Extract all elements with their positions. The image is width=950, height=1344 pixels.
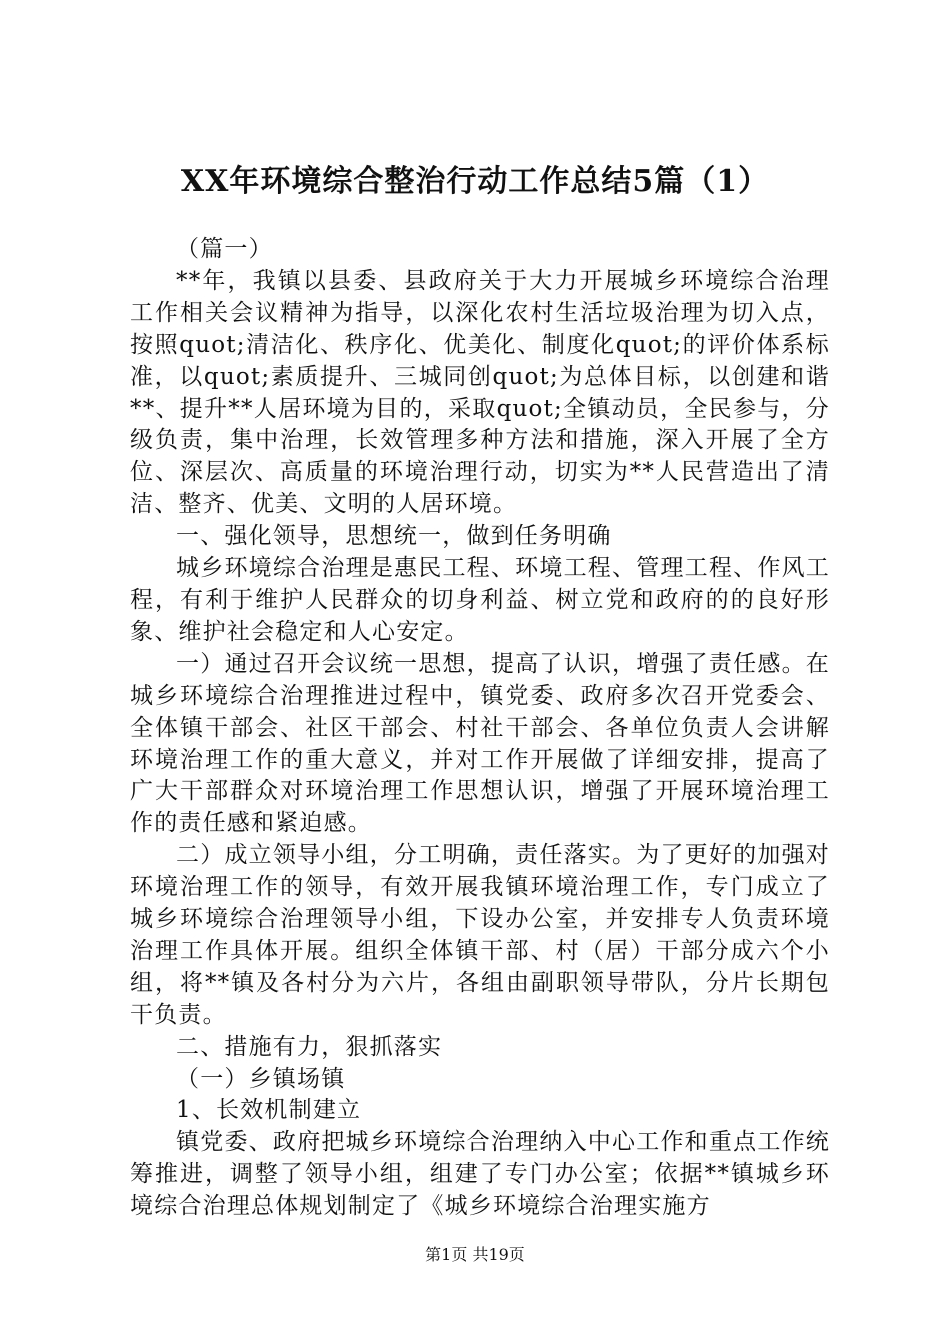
paragraph: 镇党委、政府把城乡环境综合治理纳入中心工作和重点工作统筹推进，调整了领导小组，组建了专门办公室；依据**镇城乡环境综合治理总体规划制定了《城乡环境综合治理实施方 xyxy=(130,1129,830,1220)
section-heading: 二、措施有力，狠抓落实 xyxy=(176,1033,443,1060)
page-footer: 第1页 共19页 xyxy=(425,1245,525,1264)
paragraph: （篇一） xyxy=(176,236,273,262)
document-title: XX年环境综合整治行动工作总结5篇（1） xyxy=(180,164,770,199)
subsection-heading: 1、长效机制建立 xyxy=(176,1097,362,1124)
subsection-heading: （一）乡镇场镇 xyxy=(176,1065,346,1092)
paragraph: 城乡环境综合治理是惠民工程、环境工程、管理工程、作风工程，有利于维护人民群众的切身利益、树立党和政府的的良好形象、维护社会稳定和人心安定。 xyxy=(130,555,830,645)
paragraph: 二）成立领导小组，分工明确，责任落实。为了更好的加强对环境治理工作的领导，有效开展我镇环境治理工作，专门成立了城乡环境综合治理领导小组，下设办公室，并安排专人负责环境治理工作具体开展。组织全体镇干部、村（居）干部分成六个小组，将**镇及各村分为六片，各组由副职领导带队，分片长期包干负责。 xyxy=(130,842,830,1028)
paragraph: 一）通过召开会议统一思想，提高了认识，增强了责任感。在城乡环境综合治理推进过程中，镇党委、政府多次召开党委会、全体镇干部会、社区干部会、村社干部会、各单位负责人会讲解环境治理工作的重大意义，并对工作开展做了详细安排，提高了广大干部群众对环境治理工作思想认识，增强了开展环境治理工作的责任感和紧迫感。 xyxy=(130,650,830,837)
document-body xyxy=(130,234,830,1223)
section-heading: 一、强化领导，思想统一，做到任务明确 xyxy=(176,523,612,550)
paragraph: **年，我镇以县委、县政府关于大力开展城乡环境综合治理工作相关会议精神为指导，以深化农村生活垃圾治理为切入点，按照quot;清洁化、秩序化、优美化、制度化quot;的评价体系标准，以quot;素质提升、三城同创quot;为总体目标，以创建和谐**、提升**人居环境为目的，采取quot;全镇动员，全民参与，分级负责，集中治理，长效管理多种方法和措施，深入开展了全方位、深层次、高质量的环境治理行动，切实为**人民营造出了清洁、整齐、优美、文明的人居环境。 xyxy=(130,267,830,518)
